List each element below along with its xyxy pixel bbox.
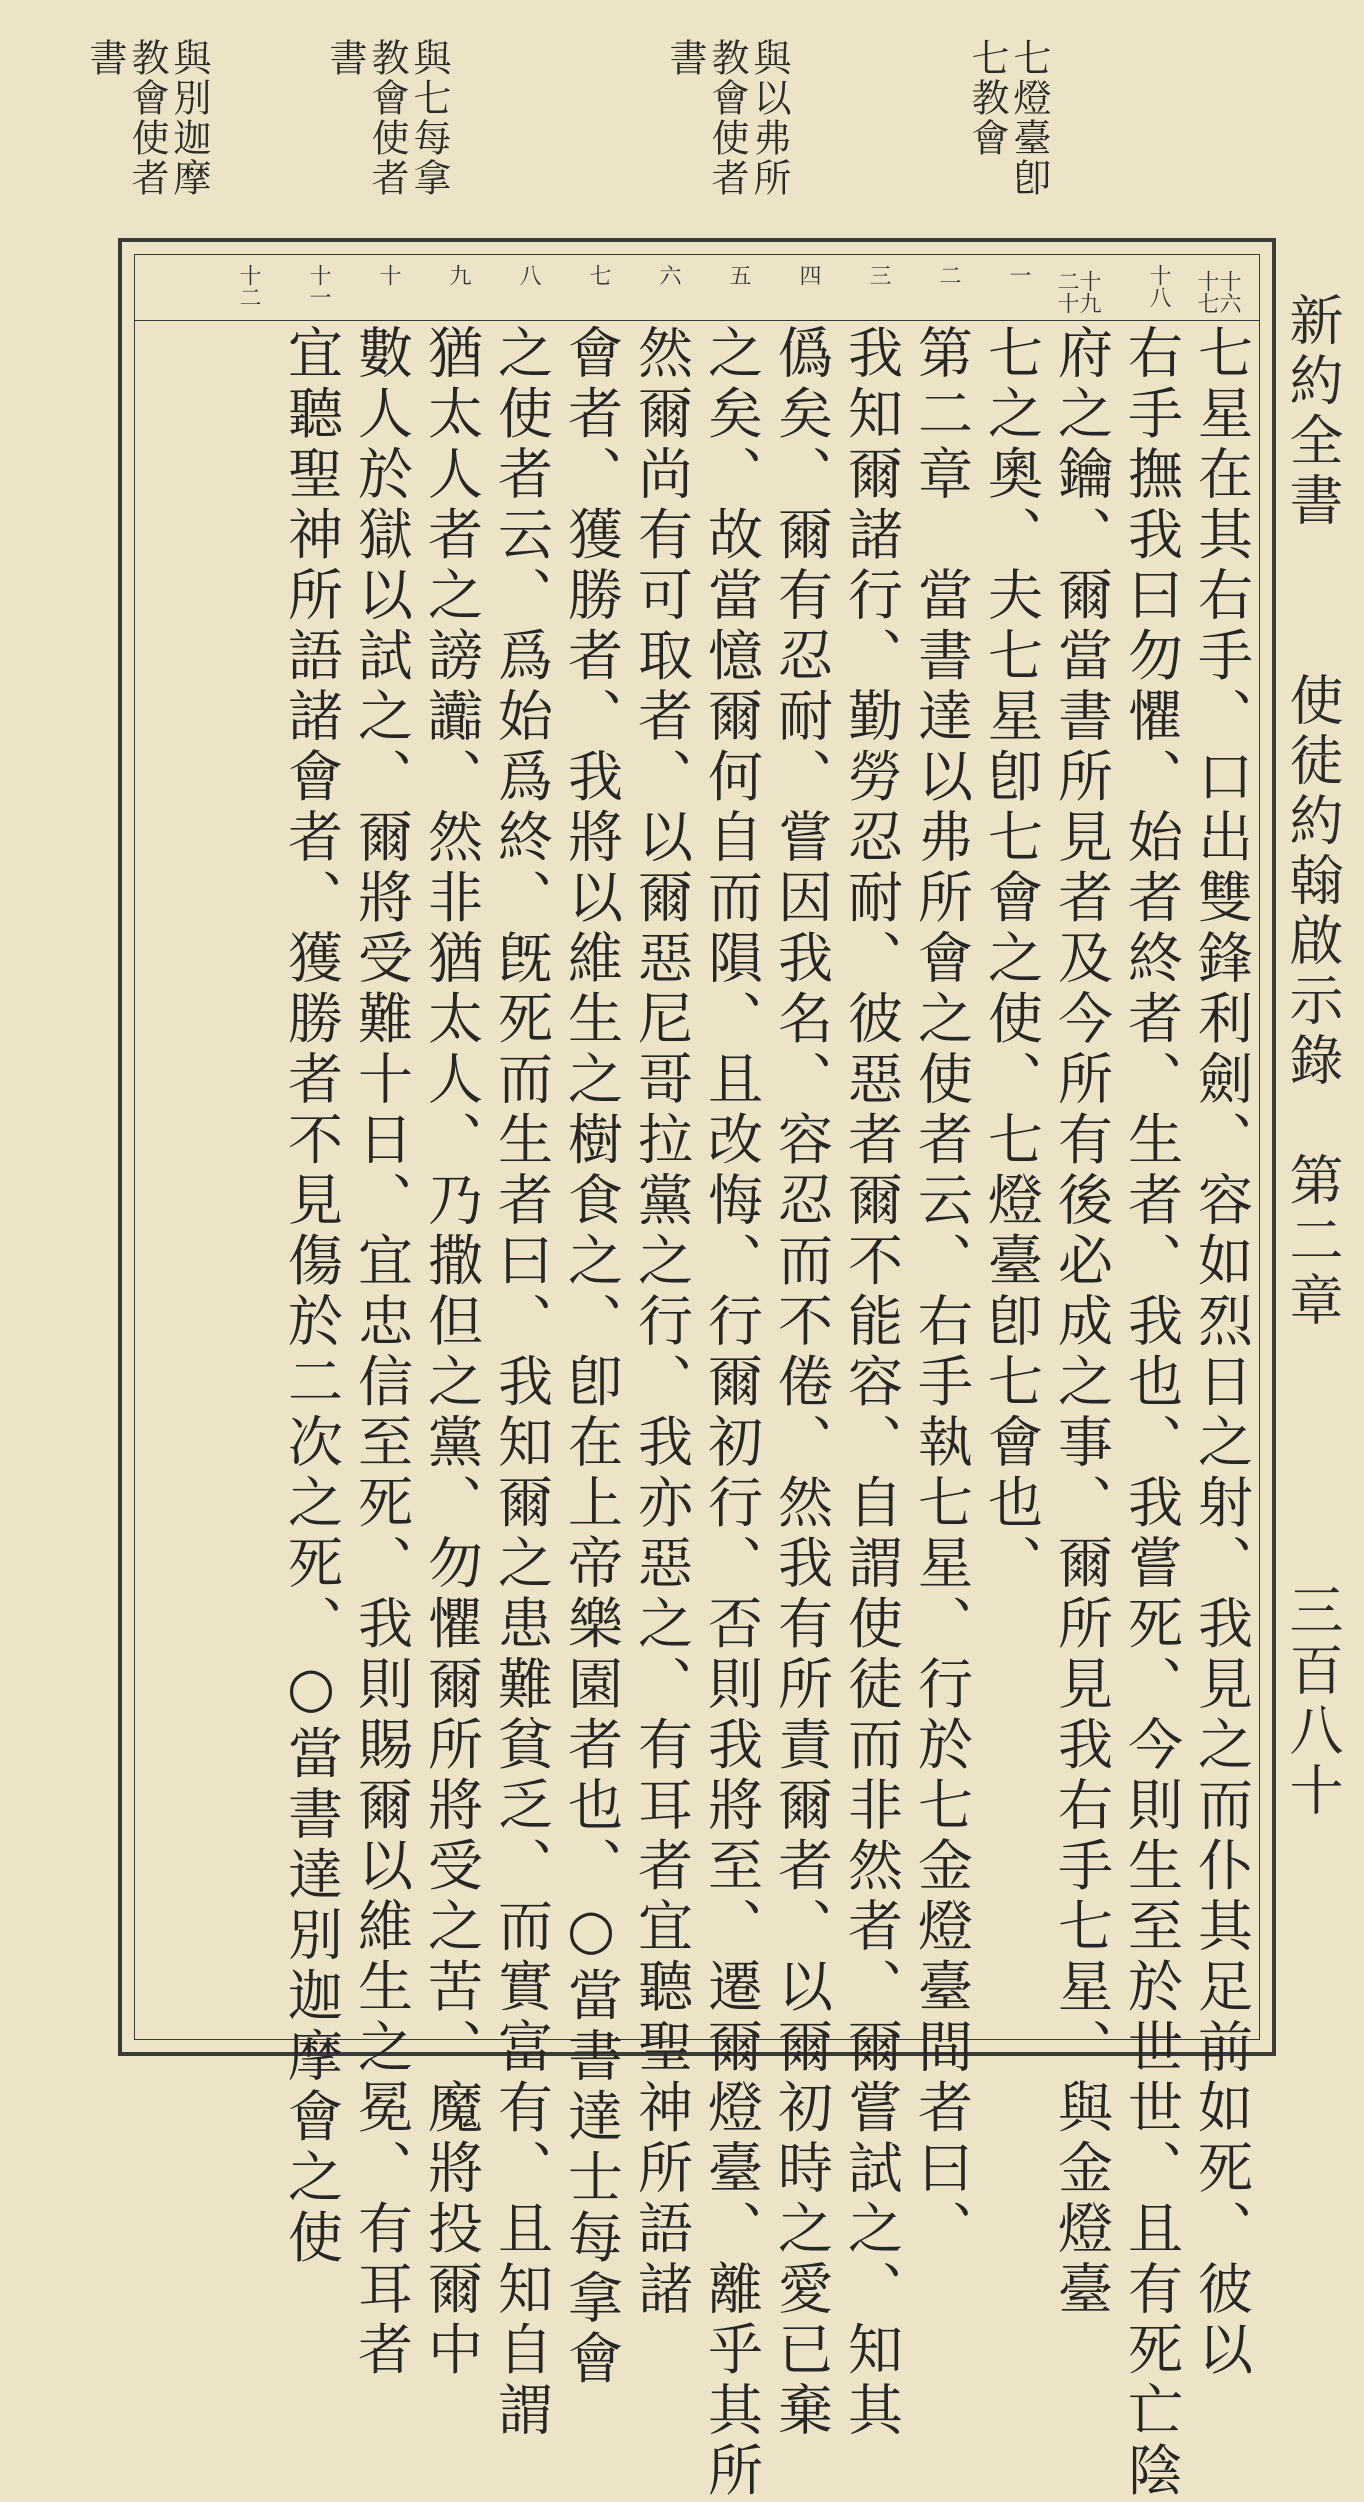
text-column: 府之鑰、爾當書所見者及今所有後必成之事、爾所見我右手七星、與金燈臺 [1049, 324, 1113, 2321]
line-number: 十九二十 [1054, 270, 1101, 314]
text-column: 七星在其右手、口出雙鋒利劍、容如烈日之射、我見之而仆其足前如死、彼以 [1189, 324, 1253, 2381]
line-number: 十二 [236, 264, 261, 308]
page-frame [118, 238, 1276, 2502]
text-column: 然爾尚有可取者、以爾惡尼哥拉黨之行、我亦惡之、有耳者宜聽聖神所語諸 [629, 324, 693, 2321]
line-number: 七 [586, 264, 611, 286]
text-column: 右手撫我曰勿懼、始者終者、生者、我也、我嘗死、今則生至於世世、且有死亡陰 [1119, 324, 1183, 2502]
line-number: 八 [516, 264, 541, 286]
page-number: 三百八十 [1281, 1582, 1344, 1822]
text-column: 宜聽聖神所語諸會者、獲勝者不見傷於二次之死、○當書達別迦摩會之使 [279, 324, 343, 2269]
header-note: 與別迦摩 教會使者 書 [83, 38, 211, 198]
text-column: 七之奧、夫七星卽七會之使、七燈臺卽七會也、 [979, 324, 1043, 1595]
line-number: 六 [656, 264, 681, 286]
line-number: 十一 [306, 264, 331, 308]
line-number: 一 [1006, 264, 1031, 286]
book-title: 新約全書 [1281, 292, 1344, 532]
header-note: 七燈臺卽 七教會 [965, 38, 1051, 198]
text-column: 我知爾諸行、勤勞忍耐、彼惡者爾不能容、自謂使徒而非然者、爾嘗試之、知其 [839, 324, 903, 2442]
section-title: 使徒約翰啟示錄 第二章 [1281, 672, 1344, 1332]
line-number: 三 [866, 264, 891, 286]
text-column: 之使者云、爲始爲終、旣死而生者曰、我知爾之患難貧乏、而實富有、且知自謂 [489, 324, 553, 2442]
text-area [138, 324, 1256, 2502]
header-notes [83, 38, 1051, 238]
header-note: 與七每拿 教會使者 書 [323, 38, 451, 198]
text-column: 第二章 當書達以弗所會之使者云、右手執七星、行於七金燈臺間者曰、 [909, 324, 973, 2260]
line-number: 十 [376, 264, 401, 286]
text-column: 數人於獄以試之、爾將受難十日、宜忠信至死、我則賜爾以維生之冕、有耳者 [349, 324, 413, 2381]
line-number: 九 [446, 264, 471, 286]
header-note: 與以弗所 教會使者 書 [663, 38, 791, 198]
text-column: 之矣、故當憶爾何自而隕、且改悔、行爾初行、否則我將至、遷爾燈臺、離乎其所 [699, 324, 763, 2502]
line-number: 十八 [1146, 264, 1171, 308]
line-number: 四 [796, 264, 821, 286]
text-column: 猶太人者之謗讟、然非猶太人、乃撒但之黨、勿懼爾所將受之苦、魔將投爾中 [419, 324, 483, 2381]
line-number: 十六十七 [1194, 270, 1241, 314]
text-column: 會者、獲勝者、我將以維生之樹食之、卽在上帝樂園者也、○當書達士每拿會 [559, 324, 623, 2390]
text-column: 僞矣、爾有忍耐、嘗因我名、容忍而不倦、然我有所責爾者、以爾初時之愛已棄 [769, 324, 833, 2442]
line-number: 二 [936, 264, 961, 286]
running-header [1272, 292, 1352, 2032]
line-number: 五 [726, 264, 751, 286]
line-number-row [134, 254, 1260, 321]
